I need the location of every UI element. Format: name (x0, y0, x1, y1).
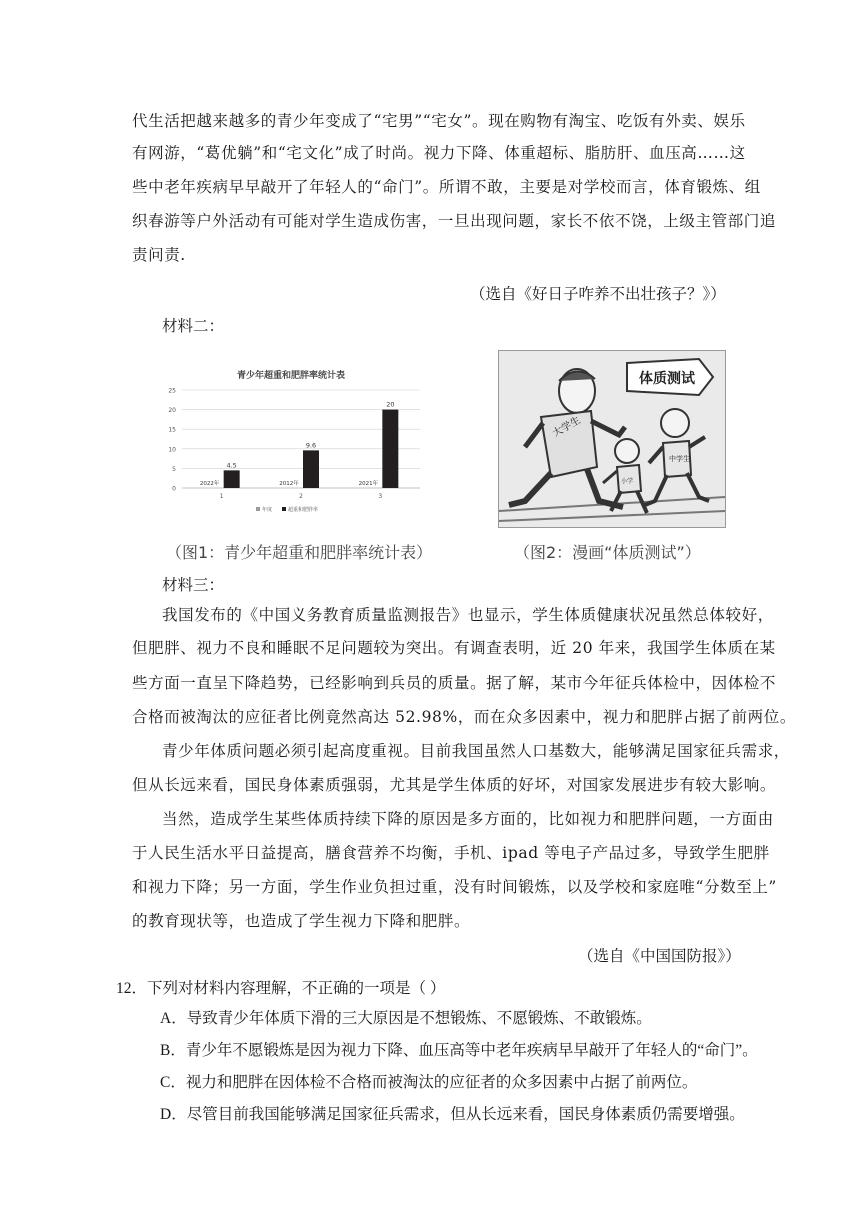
legend-label: 超重和肥胖率 (288, 507, 319, 513)
material3-p1-line: 合格而被淘汰的应征者比例竟然高达 52.98%，而在众多因素中，视力和肥胖占据了前两位。 (132, 708, 796, 726)
material3-label: 材料三： (162, 576, 225, 594)
chart-title: 青少年超重和肥胖率统计表 (236, 371, 346, 381)
material2-label: 材料二： (162, 317, 225, 335)
material1-line: 些中老年疾病早早敲开了年轻人的“命门”。所谓不敢，主要是对学校而言，体育锻炼、组 (132, 178, 761, 196)
material3-source: （选自《中国国防报》） (578, 947, 741, 965)
chart-bar (382, 410, 398, 488)
material3-p1-line: 但肥胖、视力不良和睡眠不足问题较为突出。有调查表明，近 20 年来，我国学生体质在某 (132, 639, 776, 657)
material3-p3-line: 和视力下降；另一方面，学生作业负担过重，没有时间锻炼，以及学校和家庭唯“分数至上” (132, 878, 777, 896)
category-label: 2012年 (279, 481, 299, 487)
legend-swatch (256, 507, 260, 511)
material3-p3-line: 于人民生活水平日益提高，膳食营养不均衡，手机、ipad 等电子产品过多，导致学生肥胖 (132, 844, 770, 862)
runner-middle (645, 409, 709, 505)
y-tick-label: 5 (172, 465, 176, 473)
cartoon-shirt-middle: 中学生 (669, 455, 690, 463)
question-option-a[interactable]: A．导致青少年体质下滑的三大原因是不想锻炼、不愿锻炼、不敢锻炼。 (160, 1010, 652, 1027)
y-tick-label: 20 (168, 407, 176, 415)
question-option-d[interactable]: D．尽管目前我国能够满足国家征兵需求，但从长远来看，国民身体素质仍需要增强。 (160, 1106, 745, 1123)
y-tick-label: 25 (168, 387, 176, 395)
cartoon-sign-text: 体质测试 (639, 371, 695, 387)
legend-swatch (282, 507, 286, 511)
question-option-c[interactable]: C．视力和肥胖在因体检不合格而被淘汰的应征者的众多因素中占据了前两位。 (160, 1074, 698, 1091)
legend-label: 年度 (262, 507, 273, 513)
material3-p3-line: 的教育现状等，也造成了学生视力下降和肥胖。 (132, 912, 471, 930)
question-option-b[interactable]: B．青少年不愿锻炼是因为视力下降、血压高等中老年疾病早早敲开了年轻人的“命门”。 (160, 1042, 758, 1059)
figure2-caption: （图2：漫画“体质测试”） (514, 543, 701, 562)
category-label: 2021年 (358, 481, 379, 487)
material1-line: 责问责. (132, 246, 186, 264)
material1-line: 织春游等户外活动有可能对学生造成伤害，一旦出现问题，家长不依不饶，上级主管部门追 (132, 212, 777, 230)
question-stem: 12．下列对材料内容理解，不正确的一项是（ ） (116, 980, 446, 997)
material1-source: （选自《好日子咋养不出壮孩子？》） (470, 285, 726, 303)
runner-large (509, 369, 625, 507)
material3-p3-line: 当然，造成学生某些体质持续下降的原因是多方面的，比如视力和肥胖问题，一方面由 (162, 810, 774, 828)
y-tick-label: 10 (168, 446, 176, 454)
x-tick-label: 1 (219, 493, 224, 500)
chart-bar (224, 470, 240, 488)
chart-bar (303, 450, 319, 488)
obesity-rate-chart (148, 352, 434, 528)
material3-p1-line: 些方面一直呈下降趋势，已经影响到兵员的质量。据了解，某市今年征兵体检中，因体检不 (132, 674, 777, 692)
material1-line: 代生活把越来越多的青少年变成了“宅男”“宅女”。现在购物有淘宝、吃饭有外卖、娱乐 (132, 112, 746, 130)
material3-p1-line: 我国发布的《中国义务教育质量监测报告》也显示，学生体质健康状况虽然总体较好， (162, 606, 774, 624)
x-tick-label: 3 (378, 493, 383, 500)
material3-p2-line: 但从长远来看，国民身体素质强弱，尤其是学生体质的好坏，对国家发展进步有较大影响。 (132, 776, 777, 794)
material3-p2-line: 青少年体质问题必须引起高度重视。目前我国虽然人口基数大，能够满足国家征兵需求， (162, 742, 790, 760)
bar-value-label: 9.6 (305, 441, 317, 450)
cartoon-shirt-large: 大学生 (551, 415, 583, 440)
y-tick-label: 0 (172, 485, 176, 493)
chart-legend (256, 506, 318, 513)
cartoon-physical-test (498, 350, 726, 528)
x-tick-label: 2 (299, 493, 303, 500)
cartoon-shirt-small: 小学 (621, 478, 634, 485)
bar-value-label: 4.5 (226, 461, 237, 470)
bar-value-label: 20 (386, 400, 395, 409)
category-label: 2022年 (199, 481, 220, 487)
figure1-caption: （图1：青少年超重和肥胖率统计表） (166, 543, 433, 562)
y-tick-label: 15 (168, 426, 176, 434)
material1-line: 有网游，“葛优躺”和“宅文化”成了时尚。视力下降、体重超标、脂肪肝、血压高……这 (132, 144, 746, 162)
